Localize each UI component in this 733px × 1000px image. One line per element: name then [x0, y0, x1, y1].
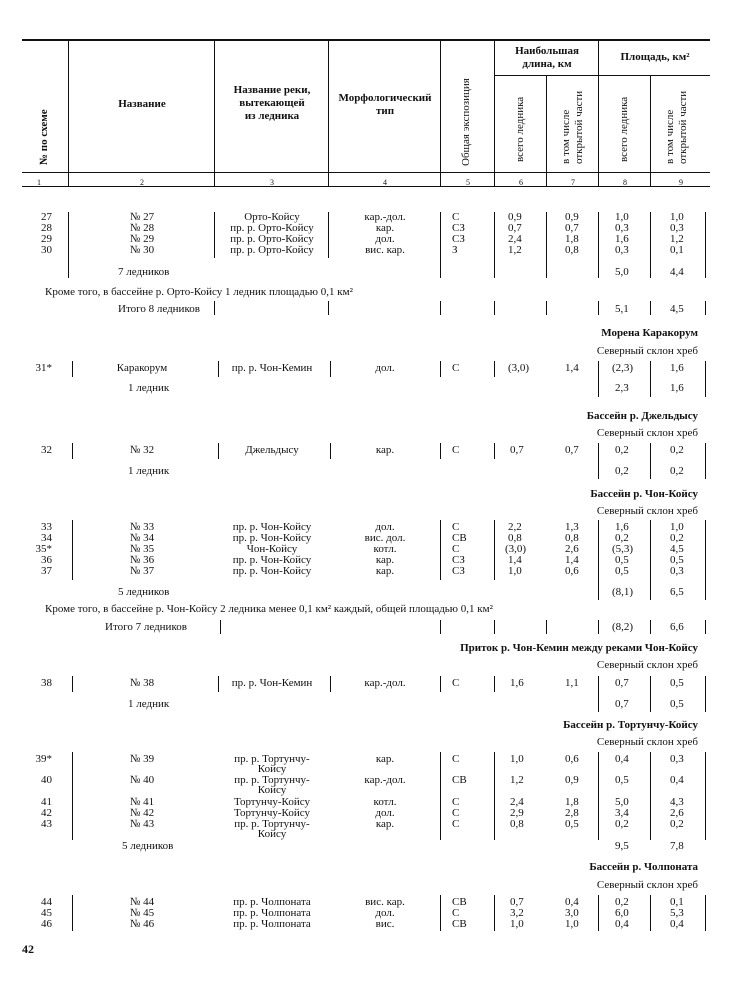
column-divider [705, 212, 706, 278]
column-number: 2 [140, 178, 144, 187]
column-divider [494, 301, 495, 315]
column-divider [440, 752, 441, 840]
note: Кроме того, в бассейне р. Чон-Койсу 2 ледника менее 0,1 км² каждый, общей площадью 0,1 км² [45, 603, 493, 615]
column-divider [72, 676, 73, 692]
header-col5: Общая экспозиция [460, 78, 472, 166]
column-divider [598, 520, 599, 600]
column-divider [650, 212, 651, 278]
column-divider [440, 676, 441, 692]
column-divider [214, 301, 215, 315]
column-divider [494, 620, 495, 634]
column-divider [650, 520, 651, 600]
header-col7: в том числе открытой части [560, 90, 585, 164]
section-title: Бассейн р. Чолпоната [589, 861, 698, 873]
column-divider [705, 752, 706, 840]
column-divider [440, 301, 441, 315]
column-divider [72, 443, 73, 459]
note: Кроме того, в бассейне р. Орто-Койсу 1 ледник площадью 0,1 км² [45, 286, 353, 298]
header-col9: в том числе открытой части [664, 90, 689, 164]
column-divider [598, 361, 599, 397]
area-group-rule [598, 75, 710, 76]
column-divider [440, 361, 441, 377]
column-divider [598, 301, 599, 315]
column-divider [650, 361, 651, 397]
header-divider [68, 40, 69, 186]
column-divider [494, 520, 495, 580]
column-divider [598, 212, 599, 278]
section-subtitle: Северный склон хреб [596, 345, 698, 357]
column-divider [330, 443, 331, 459]
column-divider [650, 676, 651, 712]
header-bottom-rule [22, 172, 710, 173]
column-divider [650, 620, 651, 634]
column-number: 7 [571, 178, 575, 187]
table-top-rule [22, 39, 710, 41]
column-divider [598, 443, 599, 479]
column-divider [214, 212, 215, 258]
column-divider [328, 301, 329, 315]
header-divider [328, 40, 329, 186]
column-divider [494, 676, 495, 692]
column-divider [220, 620, 221, 634]
section-subtitle: Северный склон хреб [596, 659, 698, 671]
column-divider [705, 443, 706, 479]
header-col8: всего ледника [618, 96, 630, 162]
column-number: 3 [270, 178, 274, 187]
column-divider [72, 361, 73, 377]
header-divider [214, 40, 215, 186]
column-divider [598, 676, 599, 712]
column-divider [494, 752, 495, 840]
column-divider [650, 752, 651, 840]
header-col1: № по схеме [38, 109, 50, 165]
column-divider [328, 212, 329, 258]
column-divider [330, 361, 331, 377]
header-col2: Название [118, 98, 166, 110]
column-divider [650, 301, 651, 315]
header-col6: всего ледника [514, 96, 526, 162]
column-divider [218, 676, 219, 692]
column-number: 4 [383, 178, 387, 187]
header-divider [650, 76, 651, 186]
header-divider [440, 40, 441, 186]
column-number: 9 [679, 178, 683, 187]
column-divider [494, 212, 495, 278]
column-divider [440, 620, 441, 634]
column-divider [705, 520, 706, 600]
column-divider [546, 212, 547, 278]
header-divider [598, 40, 599, 186]
column-divider [705, 895, 706, 931]
column-divider [546, 301, 547, 315]
column-divider [330, 676, 331, 692]
column-divider [598, 895, 599, 931]
column-divider [705, 301, 706, 315]
header-divider [546, 76, 547, 186]
column-divider [72, 520, 73, 580]
column-divider [440, 212, 441, 278]
section-subtitle: Северный склон хреб [596, 736, 698, 748]
section-title: Морена Каракорум [601, 327, 698, 339]
column-divider [598, 620, 599, 634]
section-title: Приток р. Чон-Кемин между реками Чон-Койсу [460, 642, 698, 654]
column-divider [546, 620, 547, 634]
section-title: Бассейн р. Чон-Койсу [590, 488, 698, 500]
column-number: 8 [623, 178, 627, 187]
column-divider [650, 895, 651, 931]
column-divider [494, 895, 495, 931]
header-col4: Морфологический тип [338, 92, 432, 117]
column-divider [494, 443, 495, 459]
column-divider [705, 676, 706, 712]
column-divider [598, 752, 599, 840]
document-page: № по схеме Название Название реки, вытекающей из ледника Морфологический тип Общая экспозиция Наибольшая длина, км Площадь, км² всего ледника в том числе открытой части всего ледника в том числе открытой части 1 2 3 4 5 6 7 8 9 27 № 27 Орто-Койсу кар.-дол. С 0,9 0,9 1,0 1,0 28 № 28 пр. р. Орто-Койсу кар. СЗ 0,7 0,7 0,3 0,3 29 № 29 пр. р. Орто-Койсу дол. СЗ 2,4 1,8 1,6 1,2 30 № 30 пр. р. Орто-Койсу вис. кар. З 1,2 0,8 0,3 0,1 7 ледников 5,0 4,4 Кроме того, в бассейне р. Орто-Койсу 1 ледник площадью 0,1 км² Итого 8 ледников 5,1 4,5 Морена Каракорум Северный склон хреб 31* Каракорум пр. р. Чон-Кемин дол. С (3,0) 1,4 (2,3) 1,6 1 ледник 2,3 1,6 Бассейн р. Джельдысу Северный склон хреб 32 № 32 Джельдысу кар. С 0,7 0,7 0,2 0,2 1 ледник 0,2 0,2 Бассейн р. Чон-Койсу Северный склон хреб 33 № 33 пр. р. Чон-Койсу дол. С 2,2 1,3 1,6 1,0 34 № 34 пр. р. Чон-Койсу вис. дол. СВ 0,8 0,8 0,2 0,2 35* № 35 Чон-Койсу котл. С (3,0) 2,6 (5,3) 4,5 36 № 36 пр. р. Чон-Койсу кар. СЗ 1,4 1,4 0,5 0,5 37 № 37 пр. р. Чон-Койсу кар. СЗ 1,0 0,6 0,5 0,3 5 ледников (8,1) 6,5 Кроме того, в бассейне р. Чон-Койсу 2 ледника менее 0,1 км² каждый, общей площадью 0,1 км² Итого 7 ледников (8,2) 6,6 Приток р. Чон-Кемин между реками Чон-Койсу Северный склон хреб 38 № 38 пр. р. Чон-Кемин кар.-дол. С 1,6 1,1 0,7 0,5 1 ледник 0,7 0,5 Бассейн р. Тортунчу-Койсу Северный склон хреб 39* № 39 пр. р. Тортунчу- Койсу кар. С 1,0 0,6 0,4 0,3 40 № 40 пр. р. Тортунчу- Койсу кар.-дол. СВ 1,2 0,9 0,5 0,4 41 № 41 Тортунчу-Койсу котл. С 2,4 1,8 5,0 4,3 42 № 42 Тортунчу-Койсу дол. С 2,9 2,8 3,4 2,6 43 № 43 пр. р. Тортунчу- Койсу кар. С 0,8 0,5 0,2 0,2 5 ледников 9,5 7,8 Бассейн р. Чолпоната Северный склон хреб 44 № 44 пр. р. Чолпоната вис. кар. СВ 0,7 0,4 0,2 0,1 45 № 45 пр. р. Чолпоната дол. С 3,2 3,0 6,0 5,3 46 № 46 пр. р. Чолпоната вис. СВ 1,0 1,0 0,4 0,4 42 [0, 0, 733, 1000]
column-divider [494, 361, 495, 377]
header-divider [494, 40, 495, 186]
section-title: Бассейн р. Тортунчу-Койсу [563, 719, 698, 731]
column-divider [218, 443, 219, 459]
header-area-group: Площадь, км² [620, 51, 690, 63]
page-number: 42 [22, 942, 34, 956]
section-subtitle: Северный склон хреб [596, 505, 698, 517]
column-divider [440, 895, 441, 931]
column-divider [68, 212, 69, 278]
section-subtitle: Северный склон хреб [596, 427, 698, 439]
column-number: 6 [519, 178, 523, 187]
column-number: 5 [466, 178, 470, 187]
column-divider [705, 361, 706, 397]
column-number: 1 [37, 178, 41, 187]
column-divider [218, 361, 219, 377]
column-divider [72, 895, 73, 931]
header-col3: Название реки, вытекающей из ледника [233, 84, 311, 122]
column-divider [72, 752, 73, 840]
column-divider [440, 443, 441, 459]
column-divider [440, 520, 441, 580]
section-title: Бассейн р. Джельдысу [586, 410, 698, 422]
column-divider [650, 443, 651, 479]
section-subtitle: Северный склон хреб [596, 879, 698, 891]
column-divider [705, 620, 706, 634]
header-length-group: Наибольшая длина, км [515, 45, 579, 70]
